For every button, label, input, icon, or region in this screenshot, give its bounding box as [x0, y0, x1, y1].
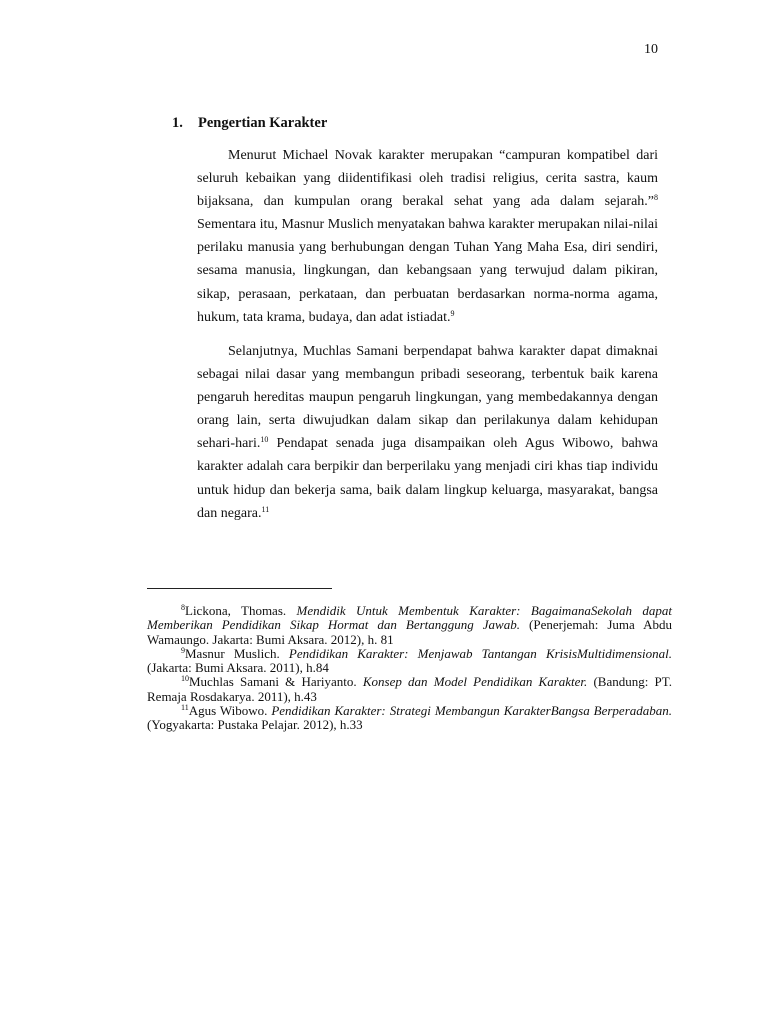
footnote-publication: (Penerjemah: Juma Abdu Wamaungo. Jakarta: Bumi Aksara. 2012), h. 81: [147, 617, 672, 647]
footnotes: [147, 604, 672, 733]
footnote-author: Masnur Muslich.: [185, 645, 289, 661]
footnote-8: [147, 604, 672, 647]
footnote-number: 11: [181, 703, 189, 713]
footnote-number: 8: [181, 603, 185, 612]
footnote-publication: (Yogyakarta: Pustaka Pelajar. 2012), h.33: [147, 717, 363, 733]
footnote-title: Mendidik Untuk Membentuk Karakter: BagaimanaSekolah dapat Memberikan Pendidikan Sikap Hormat dan Bertanggung Jawab.: [147, 603, 672, 633]
footnote-ref-9[interactable]: 9: [450, 308, 455, 318]
paragraph-2-text-a: Selanjutnya, Muchlas Samani berpendapat bahwa karakter dapat dimaknai sebagai nilai dasar yang membangun pribadi seseorang, terbentuk baik karena pengaruh hereditas maupun pengaruh lingkungan, yang membedakannya dengan orang lain, serta diwujudkan dalam sikap dan perilakunya dalam kehidupan sehari-hari.: [197, 344, 658, 452]
page-number: 10: [644, 42, 658, 57]
footnote-number: 9: [181, 645, 185, 655]
footnote-title: Pendidikan Karakter: Strategi Membangun KarakterBangsa Berperadaban.: [271, 703, 672, 719]
footnote-number: 10: [181, 674, 189, 684]
paragraph-2-text-b: Pendapat senada juga disampaikan oleh Agus Wibowo, bahwa karakter adalah cara berpikir dan berperilaku yang menjadi ciri khas tiap individu untuk hidup dan bekerja sama, baik dalam lingkup keluarga, masyarakat, bangsa dan negara.: [197, 436, 658, 521]
footnote-10: [147, 675, 672, 704]
footnote-11: [147, 704, 672, 733]
body-paragraph-1: [197, 144, 658, 329]
paragraph-1-text-b: Sementara itu, Masnur Muslich menyatakan bahwa karakter merupakan nilai-nilai perilaku manusia yang berhubungan dengan Tuhan Yang Maha Esa, diri sendiri, sesama manusia, lingkungan, dan kebangsaan yang terwujud dalam pikiran, sikap, perasaan, perkataan, dan perbuatan berdasarkan norma-norma agama, hukum, tata krama, budaya, dan adat istiadat.: [197, 217, 658, 325]
paragraph-1-text-a: Menurut Michael Novak karakter merupakan “campuran kompatibel dari seluruh kebaikan yang diidentifikasi oleh tradisi religius, cerita sastra, kaum bijaksana, dan kumpulan orang berakal sehat yang ada dalam sejarah.”: [197, 148, 658, 210]
footnote-ref-11[interactable]: 11: [261, 504, 270, 514]
footnote-separator: [147, 588, 332, 589]
footnote-author: Muchlas Samani & Hariyanto.: [189, 674, 363, 690]
section-title: Pengertian Karakter: [198, 115, 328, 131]
footnote-publication: (Bandung: PT. Remaja Rosdakarya. 2011), h.43: [147, 674, 672, 704]
section-heading: [172, 115, 327, 132]
footnote-9-publication: (Jakarta: Bumi Aksara. 2011), h.84: [147, 660, 329, 676]
footnote-author: Lickona, Thomas.: [185, 603, 297, 618]
body-paragraph-2: [197, 340, 658, 525]
footnote-9: [147, 647, 672, 661]
footnote-author: Agus Wibowo.: [188, 703, 272, 719]
footnote-ref-8[interactable]: 8: [654, 193, 658, 203]
footnote-ref-10[interactable]: 10: [260, 435, 269, 445]
footnote-title: Konsep dan Model Pendidikan Karakter.: [362, 674, 588, 690]
footnote-title: Pendidikan Karakter: Menjawab Tantangan KrisisMultidimensional.: [288, 645, 672, 661]
section-number: 1.: [172, 115, 183, 131]
